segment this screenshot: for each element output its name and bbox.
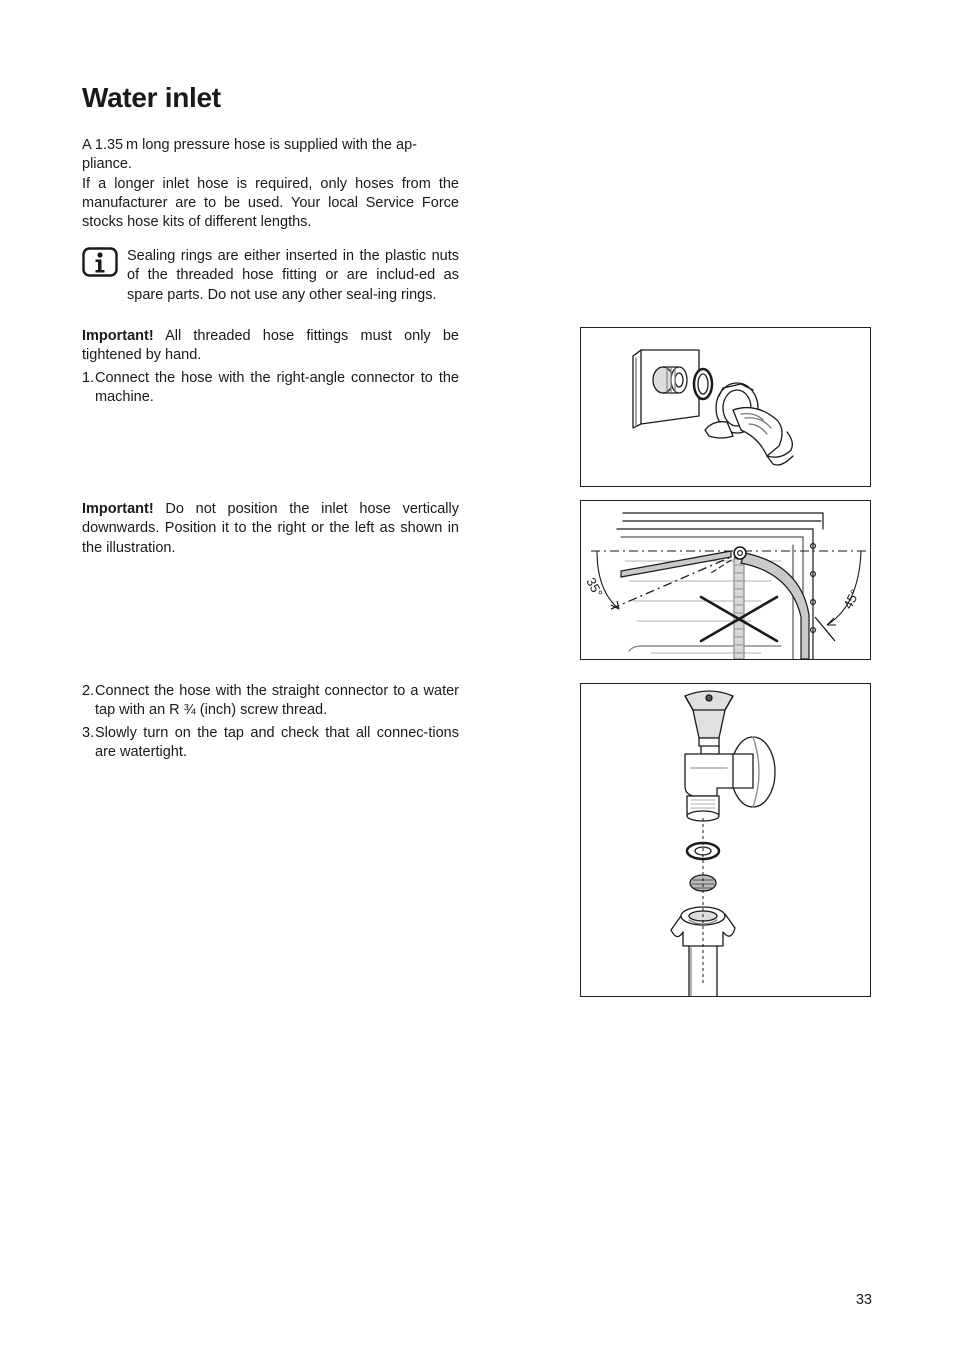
list-item <box>82 369 459 408</box>
intro-paragraph-1: A 1.35 m long pressure hose is supplied with the ap-pliance. <box>82 137 417 173</box>
important-note-2 <box>82 500 459 558</box>
step-number: 2. <box>82 683 95 699</box>
figure-tap-connection <box>580 683 871 997</box>
important-label: Important! <box>82 501 154 517</box>
step-text: Connect the hose with the straight connector to a water tap with an R ¾ (inch) screw thread. <box>95 683 459 719</box>
machine-connection-illustration <box>581 328 870 486</box>
list-item <box>82 682 459 721</box>
intro-paragraph-2: If a longer inlet hose is required, only hoses from the manufacturer are to be used. Your local Service Force stocks hose kits of different lengths. <box>82 175 459 231</box>
hose-angles-illustration <box>581 501 870 659</box>
figure-hose-angles <box>580 500 871 660</box>
note-text: Sealing rings are either inserted in the plastic nuts of the threaded hose fitting or are includ-ed as spare parts. Do not use any other seal-ing rings. <box>127 248 459 303</box>
intro-text <box>82 136 459 232</box>
angle-label-left: 35° <box>583 575 606 600</box>
important-text: Do not position the inlet hose vertically downwards. Position it to the right or the left as shown in the illustration. <box>82 501 459 556</box>
important-text: All threaded hose fittings must only be tightened by hand. <box>82 328 459 364</box>
angle-label-right: 45° <box>840 586 863 612</box>
important-label: Important! <box>82 328 154 344</box>
page-number: 33 <box>855 1292 872 1308</box>
step-number: 3. <box>82 725 95 741</box>
step-number: 1. <box>82 370 95 386</box>
important-note-1 <box>82 327 459 366</box>
figure-machine-connection <box>580 327 871 487</box>
info-icon <box>82 247 118 277</box>
step-text: Slowly turn on the tap and check that all connec-tions are watertight. <box>95 725 459 761</box>
list-item <box>82 724 459 763</box>
page-title: Water inlet <box>82 82 221 113</box>
tap-connection-illustration <box>581 684 870 996</box>
step-text: Connect the hose with the right-angle connector to the machine. <box>95 370 459 406</box>
